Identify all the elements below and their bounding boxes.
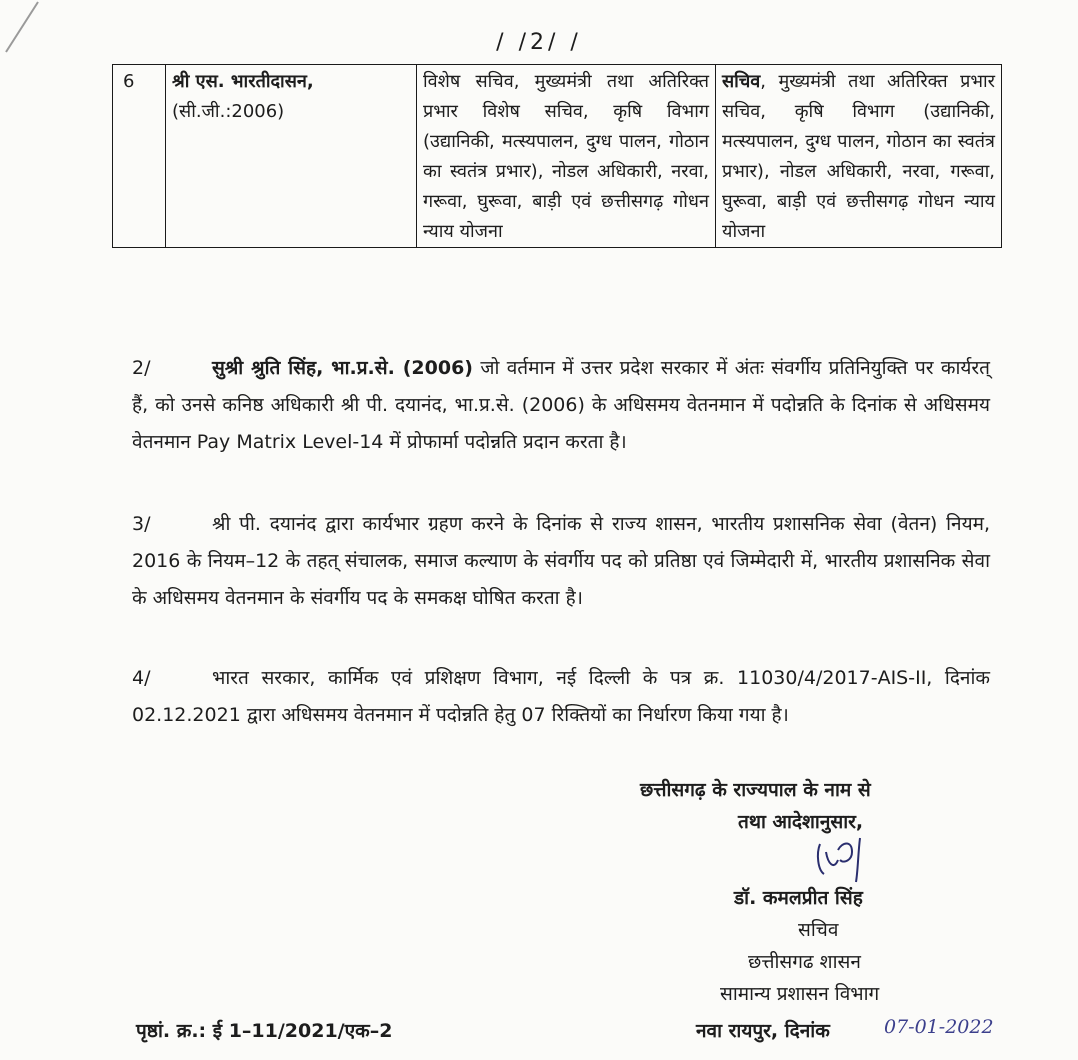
officer-name-cell [166,65,417,248]
paragraph-number: 3/ [132,513,151,535]
page-number: / /2/ / [496,30,582,55]
current-post-cell: विशेष सचिव, मुख्यमंत्री तथा अतिरिक्त प्रभार विशेष सचिव, कृषि विभाग (उद्यानिकी, मत्स्यपालन, दुग्ध पालन, गोठान का स्वतंत्र प्रभार), नोडल अधिकारी, नरवा, गरूवा, घुरूवा, बाड़ी एवं छत्तीसगढ़ गोधन न्याय योजना [417,65,716,248]
new-post-cell [716,65,1002,248]
paragraph-2 [132,350,990,461]
signer-department: सामान्य प्रशासन विभाग [720,983,880,1005]
new-post-title: सचिव [722,71,761,92]
officer-name: श्री एस. भारतीदासन, [172,71,314,92]
paragraph-text: जो वर्तमान में उत्तर प्रदेश सरकार में अंतः संवर्गीय प्रतिनियुक्ति पर कार्यरत् हैं, को उनसे कनिष्ठ अधिकारी श्री पी. दयानंद, भा.प्र.से. (2006) के अधिसमय वेतनमान में पदोन्नति के दिनांक से अधिसमय वेतनमान Pay Matrix Level-14 में प्रोफार्मा पदोन्नति प्रदान करता है। [132,357,990,453]
authority-line-2: तथा आदेशानुसार, [738,811,864,833]
officer-batch: (सी.जी.:2006) [172,101,285,122]
handwritten-signature [808,830,878,885]
paragraph-number: 4/ [132,667,151,689]
signer-organisation: छत्तीसगढ शासन [748,951,861,973]
endorsement-place: नवा रायपुर, दिनांक [696,1020,830,1042]
paragraph-bold-text: सुश्री श्रुति सिंह, भा.प्र.से. (2006) [212,357,473,379]
serial-cell: 6 [113,65,166,248]
paragraph-text: श्री पी. दयानंद द्वारा कार्यभार ग्रहण करने के दिनांक से राज्य शासन, भारतीय प्रशासनिक सेवा (वेतन) नियम, 2016 के नियम–12 के तहत् संचालक, समाज कल्याण के संवर्गीय पद को प्रतिष्ठा एवं जिम्मेदारी में, भारतीय प्रशासनिक सेवा के अधिसमय वेतनमान के संवर्गीय पद के समकक्ष घोषित करता है। [132,513,990,609]
authority-line-1: छत्तीसगढ़ के राज्यपाल के नाम से [640,779,871,801]
table-row [113,65,1002,248]
signer-name: डॉ. कमलप्रीत सिंह [734,887,863,909]
paragraph-number: 2/ [132,357,151,379]
paragraph-text: भारत सरकार, कार्मिक एवं प्रशिक्षण विभाग, नई दिल्ली के पत्र क्र. 11030/4/2017-AIS-II, दिनांक 02.12.2021 द्वारा अधिसमय वेतनमान में पदोन्नति हेतु 07 रिक्तियों का निर्धारण किया गया है। [132,667,990,726]
endorsement-reference: पृष्ठां. क्र.: ई 1–11/2021/एक–2 [136,1020,393,1042]
posting-table [112,64,1002,248]
paragraph-3 [132,506,990,617]
paragraph-4 [132,660,990,734]
new-post-details: , मुख्यमंत्री तथा अतिरिक्त प्रभार सचिव, कृषि विभाग (उद्यानिकी, मत्स्यपालन, दुग्ध पालन, गोठान का स्वतंत्र प्रभार), नोडल अधिकारी, नरवा, गरूवा, घुरूवा, बाड़ी एवं छत्तीसगढ़ गोधन न्याय योजना [722,71,995,242]
endorsement-date: 07-01-2022 [884,1016,994,1038]
signer-designation: सचिव [798,919,839,941]
